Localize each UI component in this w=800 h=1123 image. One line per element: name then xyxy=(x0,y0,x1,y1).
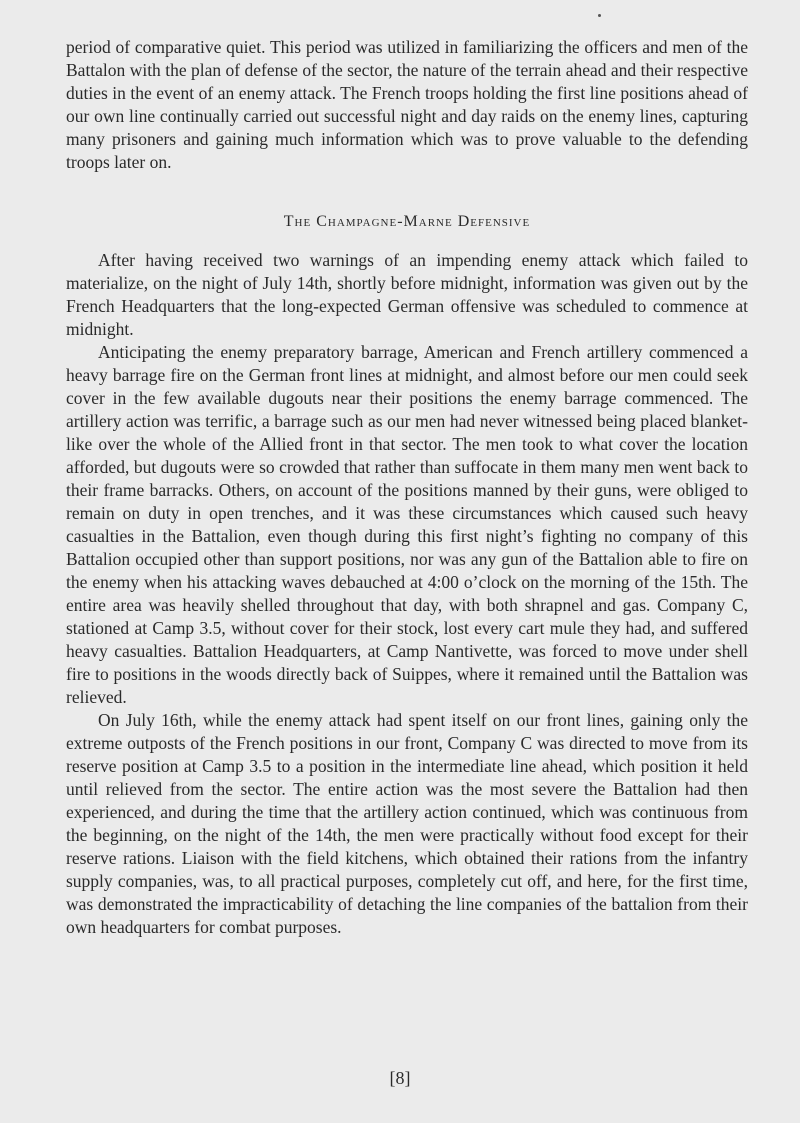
page-number: [8] xyxy=(389,1068,411,1088)
body-paragraph-1: After having received two warnings of an impending enemy attack which failed to materialize, on the night of July 14th, shortly before midnight, information was given out by the French Headquarters that the long-expected German offensive was scheduled to commence at midnight. xyxy=(66,250,748,339)
paper-speck xyxy=(598,14,601,17)
document-page xyxy=(66,36,748,939)
body-paragraph-2: Anticipating the enemy preparatory barrage, American and French artillery commenced a heavy barrage fire on the German front lines at midnight, and almost before our men could seek cover in the few available dugouts near their positions the enemy barrage commenced. The artillery action was terrific, a barrage such as our men had never witnessed being placed blanketlike over the whole of the Allied front in that sector. The men took to what cover the location afforded, but dugouts were so crowded that rather than suffocate in them many men went back to their frame barracks. Others, on account of the positions manned by their guns, were obliged to remain on duty in open trenches, and it was these circumstances which caused such heavy casualties in the Battalion, even though during this first night’s fighting no company of this Battalion occupied other than support positions, nor was any gun of the Battalion able to fire on the enemy when his attacking waves debauched at 4:00 o’clock on the morning of the 15th. The entire area was heavily shelled throughout that day, with both shrapnel and gas. Company C, stationed at Camp 3.5, without cover for their stock, lost every cart mule they had, and suffered heavy casualties. Battalion Headquarters, at Camp Nantivette, was forced to move under shell fire to positions in the woods directly back of Suippes, where it remained until the Battalion was relieved. xyxy=(66,342,748,707)
opening-paragraph: period of comparative quiet. This period was utilized in familiarizing the officers and men of the Battalon with the plan of defense of the sector, the nature of the terrain ahead and their respective duties in the event of an enemy attack. The French troops holding the first line positions ahead of our own line continually carried out successful night and day raids on the enemy lines, capturing many prisoners and gaining much information which was to prove valuable to the defending troops later on. xyxy=(66,37,748,172)
section-heading: The Champagne-Marne Defensive xyxy=(283,213,531,230)
body-paragraph-3: On July 16th, while the enemy attack had spent itself on our front lines, gaining only the extreme outposts of the French positions in our front, Company C was directed to move from its reserve position at Camp 3.5 to a position in the intermediate line ahead, which position it held until relieved from the sector. The entire action was the most severe the Battalion had then experienced, and during the time that the artillery action continued, which was continuous from the beginning, on the night of the 14th, the men were practically without food except for their reserve rations. Liaison with the field kitchens, which obtained their rations from the infantry supply companies, was, to all practical purposes, completely cut off, and here, for the first time, was demonstrated the impracticability of detaching the line companies of the battalion from their own headquarters for combat purposes. xyxy=(66,710,748,937)
